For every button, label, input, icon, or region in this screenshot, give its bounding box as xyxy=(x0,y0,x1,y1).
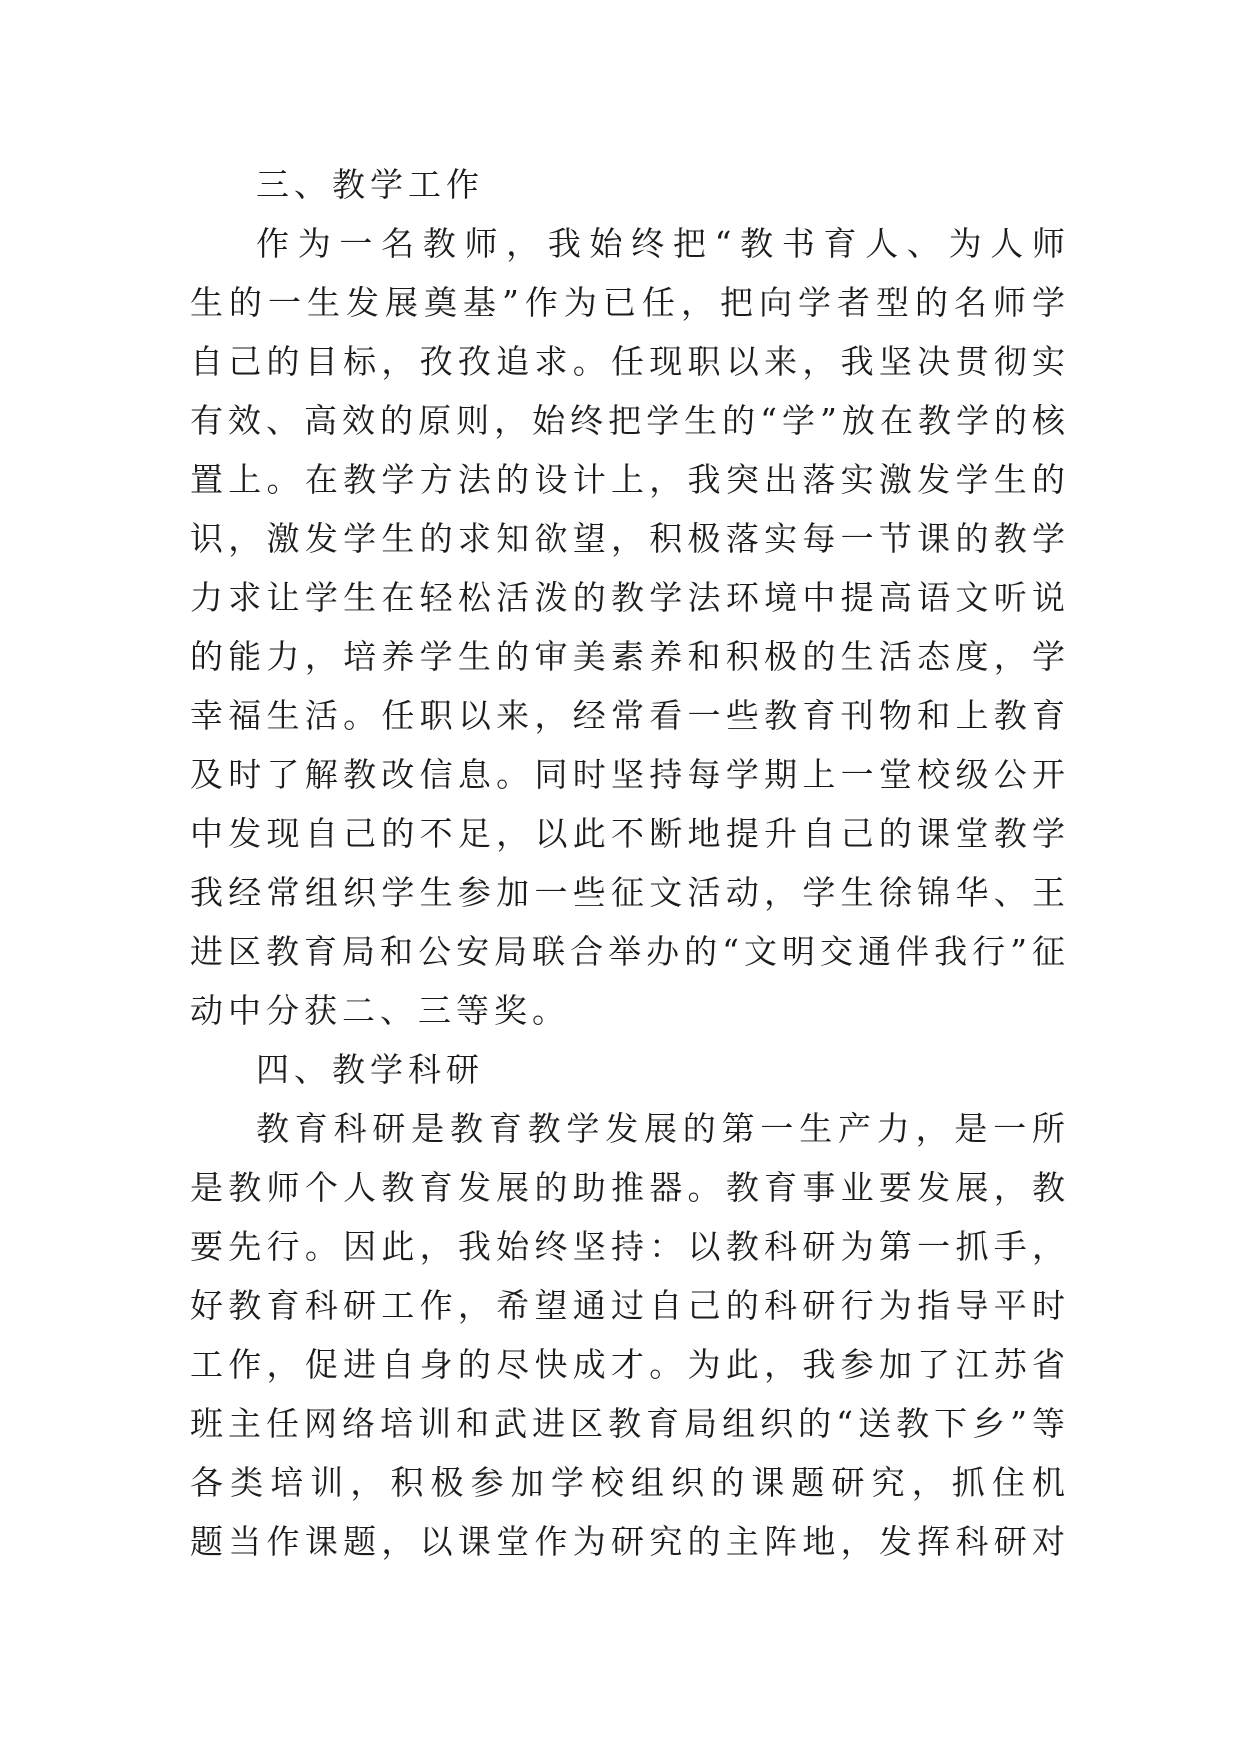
paragraph-line: 我经常组织学生参加一些征文活动，学生徐锦华、王 xyxy=(190,873,1070,912)
section-heading-teaching-research: 四、教学科研 xyxy=(256,1050,484,1089)
paragraph-line: 好教育科研工作，希望通过自己的科研行为指导平时 xyxy=(190,1286,1070,1325)
paragraph-teaching-research xyxy=(190,1099,1070,1571)
paragraph-line: 各类培训，积极参加学校组织的课题研究，抓住机 xyxy=(190,1463,1070,1502)
paragraph-line: 中发现自己的不足，以此不断地提升自己的课堂教学 xyxy=(190,814,1070,853)
paragraph-line: 有效、高效的原则，始终把学生的“学”放在教学的核 xyxy=(190,401,1070,440)
paragraph-line: 幸福生活。任职以来，经常看一些教育刊物和上教育 xyxy=(190,696,1070,735)
section-heading-teaching-work: 三、教学工作 xyxy=(256,165,484,204)
paragraph-teaching-work xyxy=(190,214,1070,1040)
paragraph-line: 工作，促进自身的尽快成才。为此，我参加了江苏省 xyxy=(190,1345,1070,1384)
paragraph-line: 生的一生发展奠基”作为已任，把向学者型的名师学 xyxy=(190,283,1070,322)
paragraph-line: 要先行。因此，我始终坚持：以教科研为第一抓手， xyxy=(190,1227,1070,1266)
paragraph-line: 是教师个人教育发展的助推器。教育事业要发展，教 xyxy=(190,1168,1070,1207)
paragraph-line: 自己的目标，孜孜追求。任现职以来，我坚决贯彻实 xyxy=(190,342,1070,381)
document-body xyxy=(190,155,1070,1571)
paragraph-line: 教育科研是教育教学发展的第一生产力，是一所 xyxy=(256,1109,1070,1148)
paragraph-line: 置上。在教学方法的设计上，我突出落实激发学生的 xyxy=(190,460,1070,499)
paragraph-line: 作为一名教师，我始终把“教书育人、为人师 xyxy=(256,224,1070,263)
paragraph-line: 的能力，培养学生的审美素养和积极的生活态度，学 xyxy=(190,637,1070,676)
paragraph-line: 班主任网络培训和武进区教育局组织的“送教下乡”等 xyxy=(190,1404,1070,1443)
paragraph-line: 识，激发学生的求知欲望，积极落实每一节课的教学 xyxy=(190,519,1070,558)
paragraph-line: 力求让学生在轻松活泼的教学法环境中提高语文听说 xyxy=(190,578,1070,617)
paragraph-line: 及时了解教改信息。同时坚持每学期上一堂校级公开 xyxy=(190,755,1070,794)
paragraph-line: 题当作课题，以课堂作为研究的主阵地，发挥科研对 xyxy=(190,1522,1070,1561)
paragraph-line: 动中分获二、三等奖。 xyxy=(190,991,570,1030)
paragraph-line: 进区教育局和公安局联合举办的“文明交通伴我行”征 xyxy=(190,932,1070,971)
